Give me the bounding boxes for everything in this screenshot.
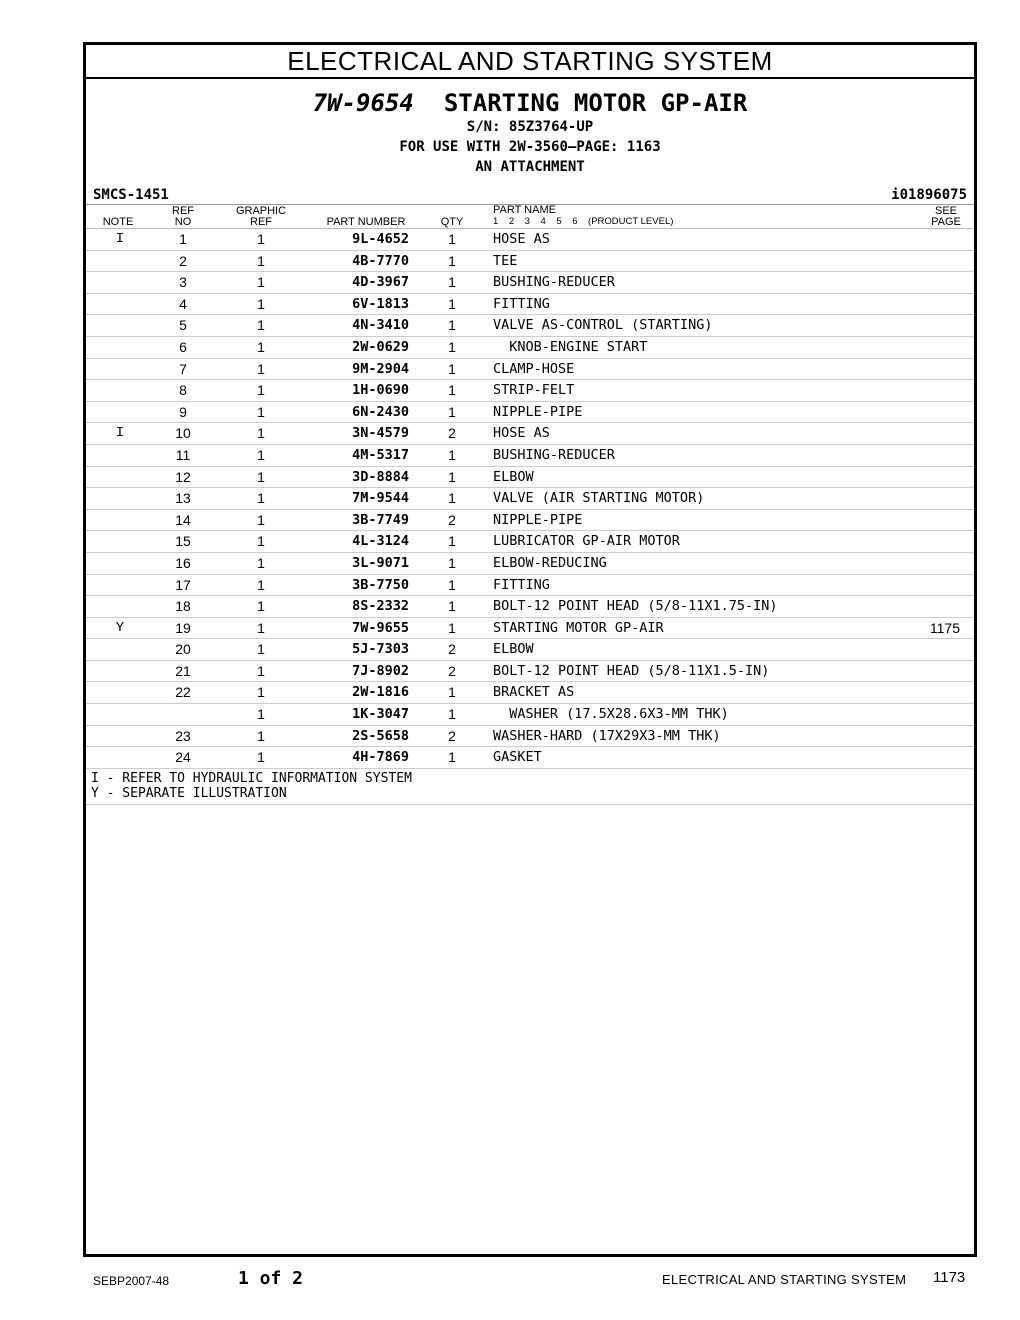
qty-cell: 1 xyxy=(448,706,456,723)
ref-cell: 23 xyxy=(175,727,191,744)
table-row xyxy=(86,251,974,273)
qty-cell: 1 xyxy=(448,619,456,636)
part-name-cell: HOSE AS xyxy=(493,231,550,247)
table-row xyxy=(86,272,974,294)
column-headers xyxy=(86,205,974,229)
qty-cell: 1 xyxy=(448,231,456,247)
table-row xyxy=(86,402,974,424)
qty-cell: 2 xyxy=(448,641,456,658)
part-number-cell: 2W-1816 xyxy=(352,684,409,701)
col-qty: QTY xyxy=(440,216,464,228)
document-id: SEBP2007-48 xyxy=(93,1274,170,1288)
part-number-cell: 2W-0629 xyxy=(352,338,409,355)
ref-cell: 11 xyxy=(175,446,191,463)
note-separate-illustration: Y - SEPARATE ILLUSTRATION xyxy=(91,785,287,801)
table-row xyxy=(86,510,974,532)
graphic-ref-cell: 1 xyxy=(257,252,265,269)
part-name-cell: NIPPLE-PIPE xyxy=(493,511,583,528)
table-row xyxy=(86,704,974,726)
qty-cell: 1 xyxy=(448,403,456,420)
qty-cell: 1 xyxy=(448,468,456,485)
ref-cell: 20 xyxy=(175,641,191,658)
ref-cell: 3 xyxy=(179,274,187,291)
table-row xyxy=(86,445,974,467)
part-name-cell: VALVE (AIR STARTING MOTOR) xyxy=(493,490,705,507)
table-row xyxy=(86,553,974,575)
for-use-with: FOR USE WITH 2W-3560—PAGE: 1163 xyxy=(399,139,661,155)
part-number-cell: 7W-9655 xyxy=(352,619,409,636)
part-name-cell: BUSHING-REDUCER xyxy=(493,446,615,463)
table-row xyxy=(86,639,974,661)
part-name-cell: ELBOW xyxy=(493,641,534,658)
graphic-ref-cell: 1 xyxy=(257,641,265,658)
qty-cell: 1 xyxy=(448,598,456,615)
ref-cell: 18 xyxy=(175,598,191,615)
graphic-ref-cell: 1 xyxy=(257,598,265,615)
graphic-ref-cell: 1 xyxy=(257,338,265,355)
table-row xyxy=(86,294,974,316)
col-page: PAGE xyxy=(931,216,961,228)
graphic-ref-cell: 1 xyxy=(257,706,265,723)
col-see: SEE xyxy=(934,205,957,217)
ref-cell: 4 xyxy=(179,295,187,312)
col-part-number: PART NUMBER xyxy=(326,216,406,228)
graphic-ref-cell: 1 xyxy=(257,274,265,291)
table-row xyxy=(86,575,974,597)
table-row xyxy=(86,380,974,402)
illustration-id: i01896075 xyxy=(891,187,967,203)
qty-cell: 1 xyxy=(448,554,456,571)
group-part-number: 7W-9654 xyxy=(312,89,414,117)
part-number-cell: 3N-4579 xyxy=(352,425,409,442)
ref-cell: 17 xyxy=(175,576,191,593)
ref-cell: 13 xyxy=(175,490,191,507)
table-row xyxy=(86,229,974,251)
serial-number: S/N: 85Z3764-UP xyxy=(466,119,594,135)
ref-cell: 9 xyxy=(179,403,187,420)
part-name-cell: BOLT-12 POINT HEAD (5/8-11X1.75-IN) xyxy=(493,598,778,615)
qty-cell: 2 xyxy=(448,511,456,528)
part-number-cell: 4L-3124 xyxy=(352,533,409,550)
table-row xyxy=(86,337,974,359)
part-number-cell: 9M-2904 xyxy=(352,360,409,377)
part-number-cell: 6N-2430 xyxy=(352,403,409,420)
ref-cell: 7 xyxy=(179,360,187,377)
part-number-cell: 3L-9071 xyxy=(352,554,409,571)
table-row xyxy=(86,596,974,618)
part-name-cell: STARTING MOTOR GP-AIR xyxy=(493,619,664,636)
part-number-cell: 4M-5317 xyxy=(352,446,409,463)
qty-cell: 1 xyxy=(448,576,456,593)
group-header xyxy=(86,79,974,205)
graphic-ref-cell: 1 xyxy=(257,684,265,701)
part-number-cell: 7J-8902 xyxy=(352,662,409,679)
graphic-ref-cell: 1 xyxy=(257,382,265,399)
table-row xyxy=(86,467,974,489)
col-ref: REF xyxy=(172,205,194,217)
qty-cell: 1 xyxy=(448,360,456,377)
part-number-cell: 4N-3410 xyxy=(352,317,409,334)
part-number-cell: 4H-7869 xyxy=(352,749,409,766)
table-row xyxy=(86,661,974,683)
graphic-ref-cell: 1 xyxy=(257,662,265,679)
part-name-cell: HOSE AS xyxy=(493,425,550,442)
part-name-cell: BOLT-12 POINT HEAD (5/8-11X1.5-IN) xyxy=(493,662,770,679)
notes-legend xyxy=(86,769,974,805)
graphic-ref-cell: 1 xyxy=(257,425,265,442)
part-name-cell: TEE xyxy=(493,252,518,269)
col-graphic-ref: REF xyxy=(250,216,272,228)
ref-cell: 1 xyxy=(179,231,187,247)
graphic-ref-cell: 1 xyxy=(257,360,265,377)
part-number-cell: 3B-7750 xyxy=(352,576,409,593)
graphic-ref-cell: 1 xyxy=(257,403,265,420)
table-row xyxy=(86,423,974,445)
part-number-cell: 4B-7770 xyxy=(352,252,409,269)
part-number-cell: 5J-7303 xyxy=(352,641,409,658)
table-row xyxy=(86,488,974,510)
part-number-cell: 9L-4652 xyxy=(352,231,409,247)
note-cell: I xyxy=(115,425,125,442)
part-number-cell: 1K-3047 xyxy=(352,706,409,723)
ref-cell: 6 xyxy=(179,338,187,355)
see-page-cell[interactable]: 1175 xyxy=(929,619,960,636)
footer-section: ELECTRICAL AND STARTING SYSTEM xyxy=(662,1272,907,1287)
part-name-cell: VALVE AS-CONTROL (STARTING) xyxy=(493,317,713,334)
table-row xyxy=(86,682,974,704)
col-no: NO xyxy=(174,216,192,228)
qty-cell: 1 xyxy=(448,490,456,507)
graphic-ref-cell: 1 xyxy=(257,533,265,550)
part-name-cell: BRACKET AS xyxy=(493,684,575,701)
qty-cell: 2 xyxy=(448,425,456,442)
table-row xyxy=(86,726,974,748)
part-number-cell: 6V-1813 xyxy=(352,295,409,312)
part-number-cell: 4D-3967 xyxy=(352,274,409,291)
qty-cell: 1 xyxy=(448,749,456,766)
part-name-cell: ELBOW xyxy=(493,468,534,485)
table-row xyxy=(86,359,974,381)
part-name-cell: FITTING xyxy=(493,576,550,593)
qty-cell: 1 xyxy=(448,252,456,269)
section-title: ELECTRICAL AND STARTING SYSTEM xyxy=(86,45,974,79)
ref-cell: 2 xyxy=(179,252,187,269)
page-footer xyxy=(0,1268,1020,1292)
table-row xyxy=(86,618,974,640)
part-number-cell: 7M-9544 xyxy=(352,490,409,507)
page-of: 1 of 2 xyxy=(238,1268,304,1289)
qty-cell: 1 xyxy=(448,317,456,334)
ref-cell: 21 xyxy=(175,662,191,679)
graphic-ref-cell: 1 xyxy=(257,727,265,744)
graphic-ref-cell: 1 xyxy=(257,468,265,485)
page-number: 1173 xyxy=(933,1269,966,1286)
note-hydraulic: I - REFER TO HYDRAULIC INFORMATION SYSTEM xyxy=(91,770,412,786)
attachment-label: AN ATTACHMENT xyxy=(475,159,585,175)
part-number-cell: 1H-0690 xyxy=(352,382,409,399)
col-graphic: GRAPHIC xyxy=(235,205,287,217)
table-row xyxy=(86,315,974,337)
part-number-cell: 3B-7749 xyxy=(352,511,409,528)
part-name-cell: LUBRICATOR GP-AIR MOTOR xyxy=(493,533,680,550)
part-name-cell: GASKET xyxy=(493,749,542,766)
graphic-ref-cell: 1 xyxy=(257,576,265,593)
ref-cell: 16 xyxy=(175,554,191,571)
note-cell: Y xyxy=(115,619,125,636)
part-name-cell: WASHER (17.5X28.6X3-MM THK) xyxy=(493,706,729,723)
graphic-ref-cell: 1 xyxy=(257,446,265,463)
ref-cell: 15 xyxy=(175,533,191,550)
part-name-cell: STRIP-FELT xyxy=(493,382,575,399)
qty-cell: 1 xyxy=(448,295,456,312)
ref-cell: 22 xyxy=(175,684,191,701)
part-name-cell: WASHER-HARD (17X29X3-MM THK) xyxy=(493,727,721,744)
group-name: STARTING MOTOR GP-AIR xyxy=(443,89,748,117)
qty-cell: 1 xyxy=(448,446,456,463)
part-name-cell: KNOB-ENGINE START xyxy=(493,338,648,355)
graphic-ref-cell: 1 xyxy=(257,231,265,247)
smcs-code: SMCS-1451 xyxy=(93,187,169,203)
ref-cell: 5 xyxy=(179,317,187,334)
part-name-cell: ELBOW-REDUCING xyxy=(493,554,607,571)
graphic-ref-cell: 1 xyxy=(257,295,265,312)
qty-cell: 1 xyxy=(448,533,456,550)
part-name-cell: BUSHING-REDUCER xyxy=(493,274,615,291)
qty-cell: 1 xyxy=(448,338,456,355)
part-name-cell: FITTING xyxy=(493,295,550,312)
note-cell: I xyxy=(115,231,125,247)
qty-cell: 1 xyxy=(448,684,456,701)
table-row xyxy=(86,531,974,553)
col-product-levels: 1 2 3 4 5 6 (PRODUCT LEVEL) xyxy=(493,216,674,227)
part-name-cell: NIPPLE-PIPE xyxy=(493,403,583,420)
page-frame xyxy=(83,42,977,1257)
ref-cell: 19 xyxy=(175,619,191,636)
graphic-ref-cell: 1 xyxy=(257,490,265,507)
ref-cell: 10 xyxy=(175,425,191,442)
qty-cell: 1 xyxy=(448,274,456,291)
graphic-ref-cell: 1 xyxy=(257,317,265,334)
part-name-cell: CLAMP-HOSE xyxy=(493,360,575,377)
ref-cell: 12 xyxy=(175,468,191,485)
part-number-cell: 3D-8884 xyxy=(352,468,409,485)
graphic-ref-cell: 1 xyxy=(257,554,265,571)
parts-table xyxy=(86,229,974,769)
qty-cell: 2 xyxy=(448,662,456,679)
graphic-ref-cell: 1 xyxy=(257,511,265,528)
ref-cell: 24 xyxy=(175,749,191,766)
part-number-cell: 2S-5658 xyxy=(352,727,409,744)
qty-cell: 1 xyxy=(448,382,456,399)
ref-cell: 14 xyxy=(175,511,191,528)
col-note: NOTE xyxy=(102,216,134,228)
ref-cell: 8 xyxy=(179,382,187,399)
group-title xyxy=(86,89,974,117)
col-part-name: PART NAME xyxy=(493,204,556,216)
graphic-ref-cell: 1 xyxy=(257,749,265,766)
part-number-cell: 8S-2332 xyxy=(352,598,409,615)
qty-cell: 2 xyxy=(448,727,456,744)
graphic-ref-cell: 1 xyxy=(257,619,265,636)
table-row xyxy=(86,747,974,769)
